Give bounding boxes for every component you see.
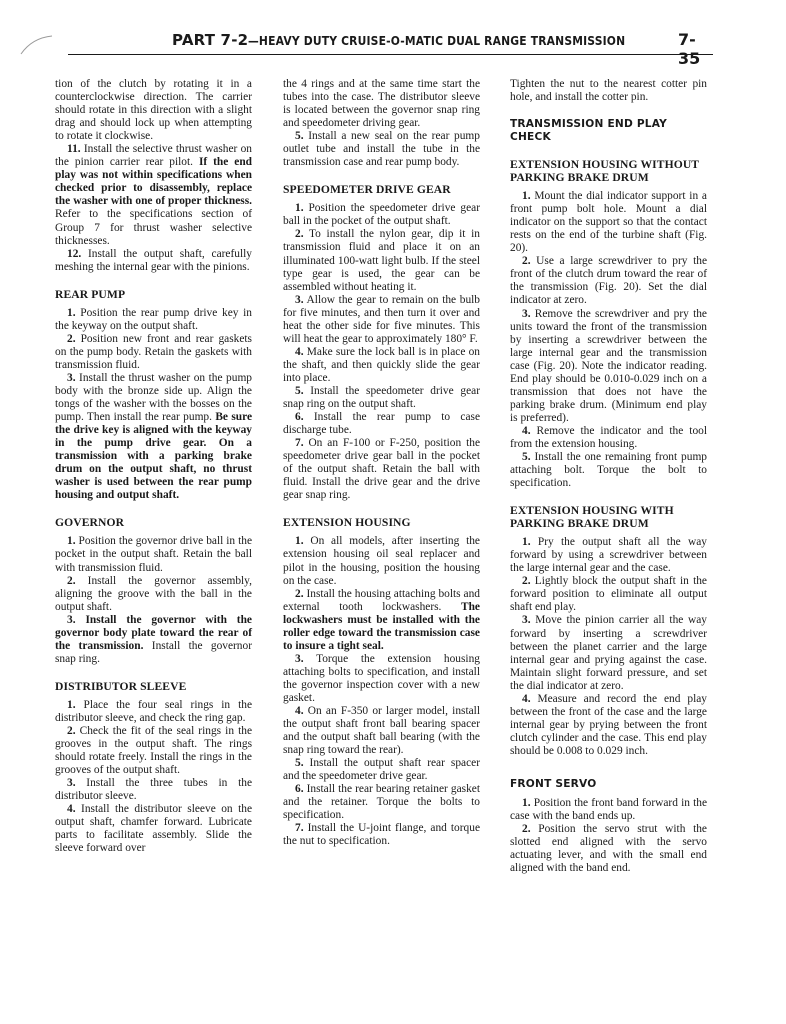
column-right — [510, 78, 707, 875]
governor-step-2: 2. Install the governor assembly, aligning the groove with the ball in the output shaft. — [55, 574, 252, 613]
heading-extension-housing: EXTENSION HOUSING — [283, 516, 411, 530]
distributor-step-1: 1. Place the four seal rings in the distributor sleeve, and check the ring gap. — [55, 698, 252, 724]
front-servo-step-1: 1. Position the front band forward in the case with the band ends up. — [510, 796, 707, 823]
heading-extension-housing-without-brake: EXTENSION HOUSING WITHOUT PARKING BRAKE DRUM — [510, 158, 699, 185]
paragraph: Tighten the nut to the nearest cotter pin hole, and install the cotter pin. — [510, 78, 707, 104]
header-rule — [68, 54, 713, 55]
governor-step-3: 3. Install the governor with the governor body plate toward the rear of the transmission. Install the governor snap ring. — [55, 613, 252, 665]
running-header — [70, 30, 710, 68]
header-part: PART 7-2 — [172, 31, 249, 49]
distributor-step-3: 3. Install the three tubes in the distributor sleeve. — [55, 777, 252, 803]
heading-transmission-end-play-check: TRANSMISSION END PLAY CHECK — [510, 118, 668, 144]
step-5: 5. Install a new seal on the rear pump outlet tube and install the tube in the transmission case and rear pump body. — [283, 130, 480, 169]
step-11: 11. Install the selective thrust washer on the pinion carrier rear pilot. If the end play was not within specifications when checked prior to disassembly, replace the washer with one of proper thickness. Refer to the specifications section of Group 7 for thrust washer selective thicknesses. — [55, 143, 252, 247]
brake-drum-step-1: 1. Pry the output shaft all the way forward by using a screwdriver between the large internal gear and the case. — [510, 536, 707, 575]
distributor-step-4: 4. Install the distributor sleeve on the output shaft, chamfer forward. Lubricate parts to facilitate assembly. Slide the sleeve forward over — [55, 803, 252, 855]
heading-governor: GOVERNOR — [55, 516, 125, 530]
rear-pump-step-2: 2. Position new front and rear gaskets on the pump body. Retain the gaskets with transmission fluid. — [55, 332, 252, 371]
extension-step-6: 6. Install the rear bearing retainer gasket and the retainer. Torque the bolts to specification. — [283, 783, 480, 822]
brake-drum-step-4: 4. Measure and record the end play between the front of the case and the large internal gear by prying between the front clutch cylinder and the case. This end play should be 0.008 to 0.029 inch. — [510, 692, 707, 757]
speedometer-step-5: 5. Install the speedometer drive gear snap ring on the output shaft. — [283, 384, 480, 411]
rear-pump-step-3: 3. Install the thrust washer on the pump body with the bronze side up. Align the tongs of the washer with the bosses on the pump. Then install the rear pump. Be sure the drive key is aligned with the keyway in the pump drive gear. On a transmission with a parking brake drum on the output shaft, no thrust washer is used between the rear pump housing and output shaft. — [55, 371, 252, 502]
heading-rear-pump: REAR PUMP — [55, 287, 126, 301]
column-left — [55, 78, 252, 855]
end-play-step-5: 5. Install the one remaining front pump attaching bolt. Torque the bolt to specification. — [510, 451, 707, 490]
extension-step-3: 3. Torque the extension housing attaching bolts to specification, and install the governor inspection cover with a new gasket. — [283, 652, 480, 704]
step-12: 12. Install the output shaft, carefully meshing the internal gear with the pinions. — [55, 247, 252, 273]
speedometer-step-6: 6. Install the rear pump to case discharge tube. — [283, 411, 480, 437]
speedometer-step-2: 2. To install the nylon gear, dip it in transmission fluid and place it on an illuminated 100-watt light bulb. If the steel type gear is used, the gear can be assembled without heating it. — [283, 228, 480, 293]
end-play-step-1: 1. Mount the dial indicator support in a front pump bolt hole. Mount a dial indicator on the support so that the contact rests on the end of the turbine shaft (Fig. 20). — [510, 190, 707, 255]
extension-step-4: 4. On an F-350 or larger model, install the output shaft front ball bearing spacer and the output shaft ball bearing (with the snap ring toward the rear). — [283, 705, 480, 757]
speedometer-step-1: 1. Position the speedometer drive gear ball in the pocket of the output shaft. — [283, 202, 480, 228]
paragraph: the 4 rings and at the same time start the tubes into the case. The distributor sleeve is located between the governor snap ring and speedometer driving gear. — [283, 78, 480, 130]
page-number: 7-35 — [678, 30, 701, 68]
brake-drum-step-3: 3. Move the pinion carrier all the way forward by inserting a screwdriver between the planet carrier and the large internal gear and prying against the case. Maintain slight forward pressure, and set the dial indicator at zero. — [510, 614, 707, 692]
heading-front-servo: FRONT SERVO — [510, 777, 597, 790]
speedometer-step-7: 7. On an F-100 or F-250, position the speedometer drive gear ball in the pocket of the output shaft. Retain the ball with fluid. Install the drive gear and the drive gear snap ring. — [283, 437, 480, 502]
end-play-step-4: 4. Remove the indicator and the tool from the extension housing. — [510, 424, 707, 450]
extension-step-2: 2. Install the housing attaching bolts and external tooth lockwashers. The lockwashers must be installed with the roller edge toward the transmission case to insure a tight seal. — [283, 587, 480, 652]
speedometer-step-3: 3. Allow the gear to remain on the bulb for five minutes, and then turn it over and heat the other side for five minutes. This will heat the gear to approximately 180° F. — [283, 293, 480, 345]
heading-speedometer-drive-gear: SPEEDOMETER DRIVE GEAR — [283, 183, 451, 197]
front-servo-step-2: 2. Position the servo strut with the slotted end aligned with the servo actuating lever, and with the small end aligned with the band end. — [510, 823, 707, 875]
paragraph: tion of the clutch by rotating it in a counterclockwise direction. The carrier should rotate in this direction with a slight drag and should lock up when attempting to rotate it clockwise. — [55, 78, 252, 143]
extension-step-5: 5. Install the output shaft rear spacer and the speedometer drive gear. — [283, 757, 480, 783]
rear-pump-step-1: 1. Position the rear pump drive key in the keyway on the output shaft. — [55, 306, 252, 332]
header-subtitle: —HEAVY DUTY CRUISE-O-MATIC DUAL RANGE TRANSMISSION — [248, 33, 626, 48]
speedometer-step-4: 4. Make sure the lock ball is in place on the shaft, and then quickly slide the gear into place. — [283, 345, 480, 384]
page-curl-mark — [18, 28, 58, 58]
distributor-step-2: 2. Check the fit of the seal rings in the grooves in the output shaft. The rings should rotate freely. Install the rings in the grooves of the output shaft. — [55, 724, 252, 777]
end-play-step-2: 2. Use a large screwdriver to pry the front of the clutch drum toward the rear of the transmission (Fig. 20). Set the dial indicator at zero. — [510, 255, 707, 307]
header-title — [172, 31, 687, 49]
extension-step-7: 7. Install the U-joint flange, and torque the nut to specification. — [283, 822, 480, 848]
column-middle — [283, 78, 480, 849]
extension-step-1: 1. On all models, after inserting the extension housing oil seal replacer and pilot in the housing, position the housing on the case. — [283, 535, 480, 587]
brake-drum-step-2: 2. Lightly block the output shaft in the forward position to eliminate all output shaft end play. — [510, 575, 707, 614]
end-play-step-3: 3. Remove the screwdriver and pry the units toward the front of the transmission by inserting a screwdriver between the large internal gear and the transmission case (Fig. 20). Note the indicator reading. End play should be 0.010-0.029 inch on a transmission that does not have the parking brake drum. (Minimum end play is preferred). — [510, 307, 707, 424]
heading-extension-housing-with-brake: EXTENSION HOUSING WITH PARKING BRAKE DRUM — [510, 504, 674, 531]
heading-distributor-sleeve: DISTRIBUTOR SLEEVE — [55, 679, 187, 693]
governor-step-1: 1. Position the governor drive ball in the pocket in the output shaft. Retain the ball with transmission fluid. — [55, 535, 252, 574]
